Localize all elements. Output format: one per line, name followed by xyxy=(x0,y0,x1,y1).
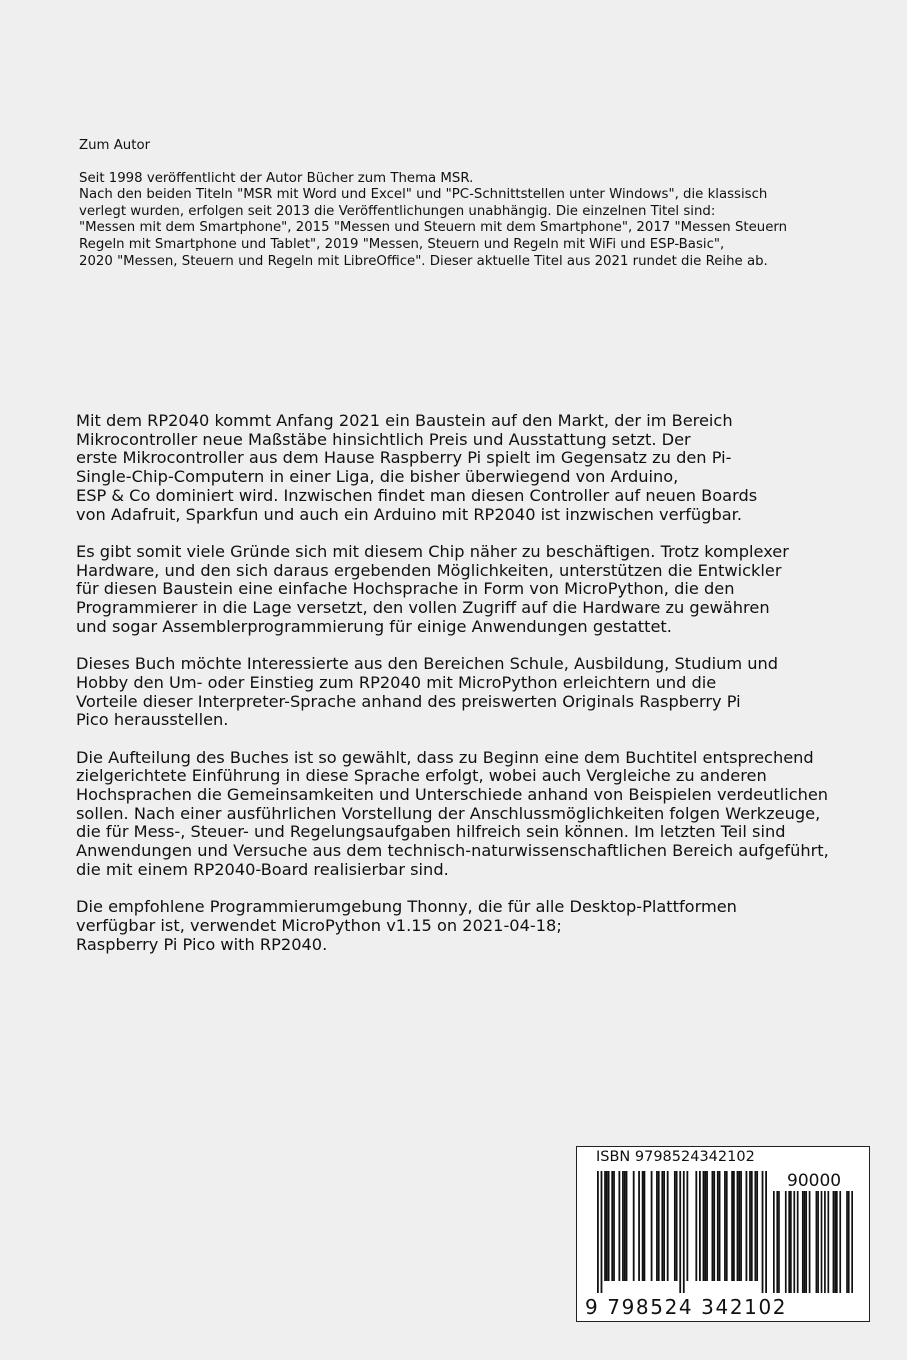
barcode-bar xyxy=(740,1171,742,1281)
barcode-bar xyxy=(738,1171,740,1281)
paragraph-line: von Adafruit, Sparkfun und auch ein Arduino mit RP2040 ist inzwischen verfügbar. xyxy=(76,504,742,524)
barcode-bar xyxy=(824,1191,826,1293)
paragraph-line: verfügbar ist, verwendet MicroPython v1.15 on 2021-04-18; xyxy=(76,915,562,935)
barcode-bar xyxy=(827,1191,829,1293)
author-text-line: Seit 1998 veröffentlicht der Autor Bücher zum Thema MSR. xyxy=(79,170,474,186)
paragraph-line: Die Aufteilung des Buches ist so gewählt, dass zu Beginn eine dem Buchtitel entsprechend xyxy=(76,747,814,767)
barcode-bar xyxy=(683,1171,685,1293)
barcode-bar xyxy=(656,1171,658,1281)
paragraph-line: für diesen Baustein eine einfache Hochsprache in Form von MicroPython, die den xyxy=(76,579,735,599)
barcode-bar xyxy=(699,1171,701,1281)
barcode-bar xyxy=(834,1191,836,1293)
barcode-bar xyxy=(839,1191,841,1293)
barcode-bar xyxy=(797,1191,799,1293)
author-text-line: verlegt wurden, erfolgen seit 2013 die Veröffentlichungen unabhängig. Die einzelnen Titel sind: xyxy=(79,203,716,219)
description-paragraph xyxy=(76,898,856,954)
barcode-bar xyxy=(611,1171,613,1281)
barcode-bar xyxy=(816,1191,818,1293)
barcode-bar xyxy=(762,1171,764,1293)
paragraph-line: Die empfohlene Programmierumgebung Thonny, die für alle Desktop-Plattformen xyxy=(76,897,737,917)
price-code: 90000 xyxy=(787,1171,842,1191)
barcode-bar xyxy=(638,1171,640,1281)
barcode-bar xyxy=(597,1171,599,1293)
barcode-bar xyxy=(756,1171,758,1281)
barcode-bar xyxy=(679,1171,681,1293)
barcode-bar xyxy=(785,1191,787,1293)
barcode-bar xyxy=(790,1191,792,1293)
barcode-bar xyxy=(618,1171,620,1281)
description-paragraph xyxy=(76,749,856,880)
barcode-bar xyxy=(644,1171,646,1281)
barcode-bar xyxy=(667,1171,669,1281)
paragraph-line: Raspberry Pi Pico with RP2040. xyxy=(76,934,328,954)
ean-barcode-bars xyxy=(597,1171,767,1293)
paragraph-line: Dieses Buch möchte Interessierte aus den Bereichen Schule, Ausbildung, Studium und xyxy=(76,654,779,674)
barcode-bar xyxy=(817,1191,819,1293)
barcode-bar xyxy=(622,1171,624,1281)
barcode-bar xyxy=(778,1191,780,1293)
barcode-bar xyxy=(848,1191,850,1293)
barcode-bar xyxy=(676,1171,678,1281)
barcode-bar xyxy=(651,1171,653,1281)
barcode-bar xyxy=(809,1191,811,1293)
paragraph-line: Es gibt somit viele Gründe sich mit diesem Chip näher zu beschäftigen. Trotz komplexer xyxy=(76,541,789,561)
barcode-bar xyxy=(821,1191,823,1293)
paragraph-line: die mit einem RP2040-Board realisierbar sind. xyxy=(76,859,449,879)
barcode-bar xyxy=(658,1171,660,1281)
isbn-label: ISBN 9798524342102 xyxy=(596,1149,755,1165)
barcode-bar xyxy=(663,1171,665,1281)
paragraph-line: Mit dem RP2040 kommt Anfang 2021 ein Baustein auf den Markt, der im Bereich xyxy=(76,411,733,430)
barcode-bar xyxy=(751,1171,753,1281)
barcode-bar xyxy=(788,1191,790,1293)
author-text-line: 2020 "Messen, Steuern und Regeln mit LibreOffice". Dieser aktuelle Titel aus 2021 rundet die Reihe ab. xyxy=(79,253,768,269)
paragraph-line: Hochsprachen die Gemeinsamkeiten und Unterschiede anhand von Beispielen verdeutlichen xyxy=(76,785,829,805)
paragraph-line: und sogar Assemblerprogrammierung für einige Anwendungen gestattet. xyxy=(76,616,672,636)
barcode-bar xyxy=(802,1191,804,1293)
barcode-bar xyxy=(836,1191,838,1293)
description-paragraph xyxy=(76,655,856,730)
paragraph-line: Mikrocontroller neue Maßstäbe hinsichtlich Preis und Ausstattung setzt. Der xyxy=(76,429,691,449)
paragraph-line: ESP & Co dominiert wird. Inzwischen findet man diesen Controller auf neuen Boards xyxy=(76,485,758,505)
barcode-bar xyxy=(804,1191,806,1293)
barcode-bar xyxy=(754,1171,756,1281)
barcode-bar xyxy=(851,1191,853,1293)
barcode-bar xyxy=(712,1171,714,1281)
barcode-bar xyxy=(661,1171,663,1281)
barcode-bar xyxy=(805,1191,807,1293)
paragraph-line: Programmierer in die Lage versetzt, den vollen Zugriff auf die Hardware zu gewähren xyxy=(76,598,770,618)
barcode-bar xyxy=(626,1171,628,1281)
barcode-bar xyxy=(726,1171,728,1281)
description-paragraph xyxy=(76,543,856,637)
barcode-digits: 9 798524 342102 xyxy=(585,1295,788,1319)
paragraph-line: sollen. Nach einer ausführlichen Vorstellung der Anschlussmöglichkeiten folgen Werkzeuge, xyxy=(76,803,821,823)
barcode-bar xyxy=(601,1171,603,1293)
book-description xyxy=(76,412,856,973)
barcode-bar xyxy=(719,1171,721,1281)
author-text-line: Nach den beiden Titeln "MSR mit Word und Excel" und "PC-Schnittstellen unter Windows", die klassisch xyxy=(79,187,768,203)
barcode-bar xyxy=(765,1171,767,1293)
barcode-bar xyxy=(749,1171,751,1281)
isbn-barcode xyxy=(576,1146,870,1322)
barcode-bar xyxy=(731,1171,733,1281)
barcode-bar xyxy=(776,1191,778,1293)
barcode-bar xyxy=(833,1191,835,1293)
author-text-line: "Messen mit dem Smartphone", 2015 "Messen und Steuern mit dem Smartphone", 2017 "Messen Steuern xyxy=(79,220,788,236)
barcode-bar xyxy=(606,1171,608,1281)
barcode-bar xyxy=(624,1171,626,1281)
barcode-bar xyxy=(674,1171,676,1281)
barcode-bar xyxy=(846,1191,848,1293)
barcode-bar xyxy=(706,1171,708,1281)
author-heading: Zum Autor xyxy=(79,138,151,153)
barcode-bar xyxy=(695,1171,697,1281)
barcode-bar xyxy=(717,1171,719,1281)
paragraph-line: Anwendungen und Versuche aus dem technisch-naturwissenschaftlichen Bereich aufgeführt, xyxy=(76,841,829,861)
paragraph-line: die für Mess-, Steuer- und Regelungsaufgaben hilfreich sein können. Im letzten Teil sind xyxy=(76,822,786,842)
barcode-bar xyxy=(633,1171,635,1281)
barcode-bar xyxy=(737,1171,739,1281)
barcode-bar xyxy=(704,1171,706,1281)
barcode-bar xyxy=(613,1171,615,1281)
paragraph-line: Single-Chip-Computern in einer Liga, die bisher überwiegend von Arduino, xyxy=(76,467,679,487)
paragraph-line: Hardware, und den sich daraus ergebenden Möglichkeiten, unterstützen die Entwickler xyxy=(76,560,782,580)
barcode-bar xyxy=(642,1171,644,1281)
author-text-line: Regeln mit Smartphone und Tablet", 2019 "Messen, Steuern und Regeln mit WiFi und ESP-Basic", xyxy=(79,236,725,252)
barcode-bar xyxy=(733,1171,735,1281)
paragraph-line: erste Mikrocontroller aus dem Hause Raspberry Pi spielt im Gegensatz zu den Pi- xyxy=(76,448,732,468)
paragraph-line: Hobby den Um- oder Einstieg zum RP2040 mit MicroPython erleichtern und die xyxy=(76,672,717,692)
barcode-bar xyxy=(604,1171,606,1281)
paragraph-line: zielgerichtete Einführung in diese Sprache erfolgt, wobei auch Vergleiche zu anderen xyxy=(76,766,767,786)
barcode-bar xyxy=(773,1191,775,1293)
barcode-bar xyxy=(686,1171,688,1281)
paragraph-line: Pico herausstellen. xyxy=(76,710,229,730)
addon-barcode-bars xyxy=(773,1191,853,1293)
description-paragraph xyxy=(76,412,856,524)
barcode-bar xyxy=(724,1171,726,1281)
author-section xyxy=(79,138,839,270)
barcode-bar xyxy=(713,1171,715,1281)
barcode-bar xyxy=(793,1191,795,1293)
barcode-bar xyxy=(746,1171,748,1281)
barcode-bar xyxy=(703,1171,705,1281)
barcode-bar xyxy=(608,1171,610,1281)
paragraph-line: Vorteile dieser Interpreter-Sprache anhand des preiswerten Originals Raspberry Pi xyxy=(76,691,741,711)
